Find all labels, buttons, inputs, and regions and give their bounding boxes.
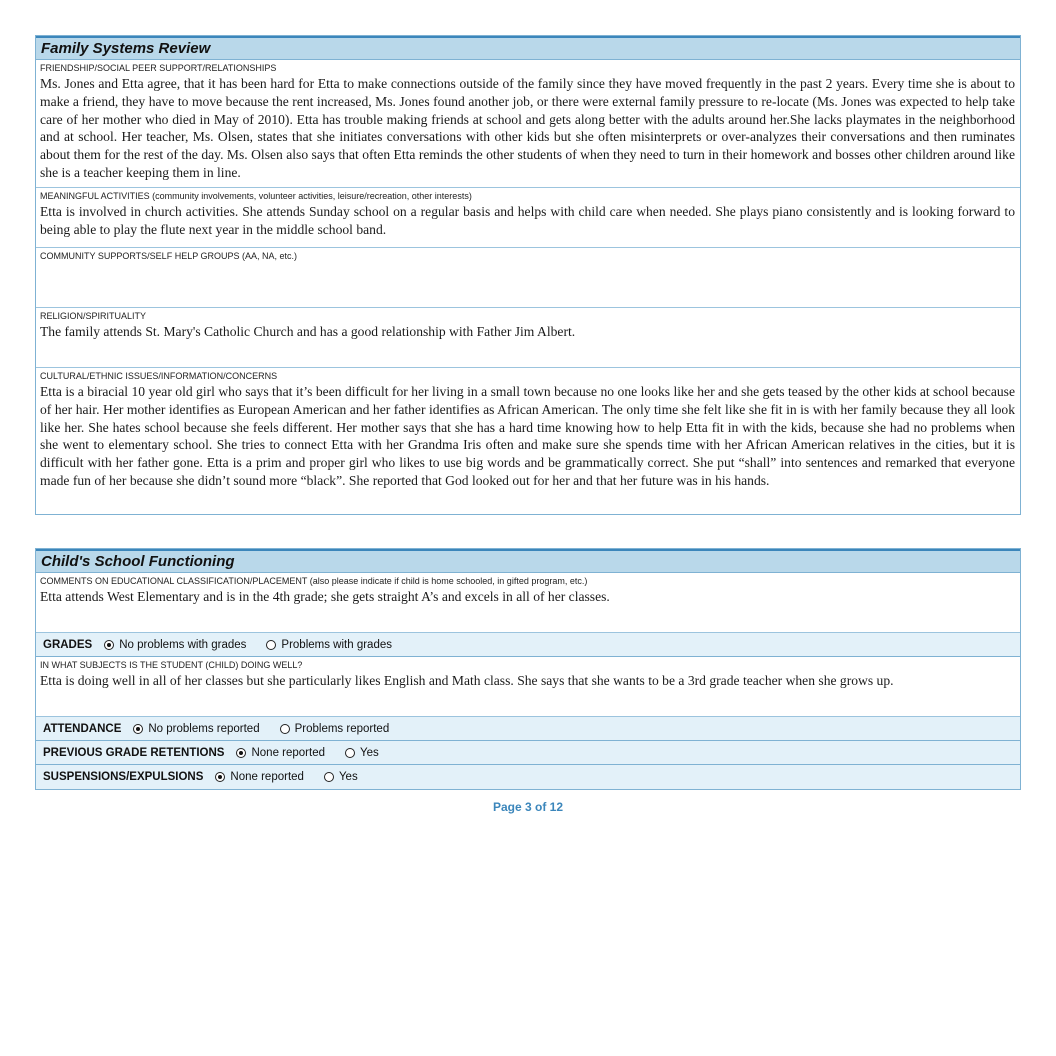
option-label: None reported bbox=[230, 771, 304, 783]
retentions-row bbox=[36, 741, 1020, 765]
retentions-label: PREVIOUS GRADE RETENTIONS bbox=[43, 746, 225, 759]
grades-option-no-problems[interactable] bbox=[104, 639, 246, 651]
religion-field[interactable] bbox=[36, 308, 1020, 368]
attendance-option-no-problems[interactable] bbox=[133, 723, 259, 735]
page-number: Page 3 of 12 bbox=[492, 800, 564, 814]
option-label: No problems reported bbox=[148, 722, 260, 735]
school-functioning-section bbox=[35, 548, 1021, 790]
community-field[interactable] bbox=[36, 248, 1020, 308]
attendance-label: ATTENDANCE bbox=[43, 722, 122, 735]
section-title: Child's School Functioning bbox=[36, 549, 1020, 573]
option-label: No problems with grades bbox=[119, 638, 247, 651]
placement-text[interactable]: Etta attends West Elementary and is in the 4th grade; she gets straight A’s and excels in all of her classes. bbox=[40, 589, 610, 604]
subjects-text[interactable]: Etta is doing well in all of her classes but she particularly likes English and Math class. She says that she wants to be a 3rd grade teacher when she grows up. bbox=[40, 673, 894, 688]
radio-unselected-icon[interactable] bbox=[266, 640, 276, 650]
radio-selected-icon[interactable] bbox=[133, 724, 143, 734]
family-systems-section bbox=[35, 35, 1021, 515]
suspensions-option-yes[interactable] bbox=[324, 771, 358, 783]
field-label: COMMENTS ON EDUCATIONAL CLASSIFICATION/PLACEMENT (also please indicate if child is home schooled, in gifted program, etc.) bbox=[40, 576, 588, 586]
cultural-field[interactable] bbox=[36, 368, 1020, 514]
activities-field[interactable] bbox=[36, 188, 1020, 248]
placement-field[interactable] bbox=[36, 573, 1020, 633]
subjects-field[interactable] bbox=[36, 657, 1020, 717]
radio-unselected-icon[interactable] bbox=[280, 724, 290, 734]
friendship-text[interactable]: Ms. Jones and Etta agree, that it has been hard for Etta to make connections outside of the family since they have moved frequently in the past 2 years. Every time she is about to make a friend, they have to move because the rent increased, Ms. Jones found another job, or there were external family pressure to re-locate (Ms. Jones was expected to help take care of her mother who died in May of 2010). Etta has trouble making friends at school and gets along better with the adults around her.She lacks playmates in the neighborhood and at school. Her teacher, Ms. Olsen, states that she initiates conversations with other kids but she often misinterprets or over-analyzes their conversations and then ruminates about them for the rest of the day. Ms. Olsen also says that often Etta reminds the other students of when they need to turn in their homework and bosses other children around like she is a teacher keeping them in line. bbox=[40, 76, 1015, 180]
grades-label: GRADES bbox=[43, 638, 93, 651]
religion-text[interactable]: The family attends St. Mary's Catholic Church and has a good relationship with Father Jim Albert. bbox=[40, 324, 576, 339]
option-label: Problems with grades bbox=[281, 638, 392, 651]
attendance-option-problems[interactable] bbox=[280, 723, 390, 735]
attendance-row bbox=[36, 717, 1020, 741]
field-label: MEANINGFUL ACTIVITIES (community involvements, volunteer activities, leisure/recreation, other interests) bbox=[40, 191, 472, 201]
suspensions-row bbox=[36, 765, 1020, 789]
option-label: Yes bbox=[360, 746, 379, 759]
grades-option-problems[interactable] bbox=[266, 639, 392, 651]
suspensions-option-none[interactable] bbox=[215, 771, 304, 783]
grades-row bbox=[36, 633, 1020, 657]
radio-selected-icon[interactable] bbox=[236, 748, 246, 758]
option-label: Problems reported bbox=[294, 722, 390, 735]
suspensions-label: SUSPENSIONS/EXPULSIONS bbox=[43, 771, 204, 783]
activities-text[interactable]: Etta is involved in church activities. She attends Sunday school on a regular basis and helps with child care when needed. She plays piano consistently and is looking forward to being able to play the flute next year in the middle school band. bbox=[40, 204, 1015, 237]
section-title: Family Systems Review bbox=[36, 36, 1020, 60]
field-label: CULTURAL/ETHNIC ISSUES/INFORMATION/CONCERNS bbox=[40, 371, 278, 381]
option-label: None reported bbox=[251, 746, 325, 759]
field-label: RELIGION/SPIRITUALITY bbox=[40, 311, 147, 321]
option-label: Yes bbox=[338, 771, 358, 783]
radio-unselected-icon[interactable] bbox=[345, 748, 355, 758]
field-label: COMMUNITY SUPPORTS/SELF HELP GROUPS (AA, NA, etc.) bbox=[40, 251, 298, 261]
field-label: FRIENDSHIP/SOCIAL PEER SUPPORT/RELATIONSHIPS bbox=[40, 63, 277, 73]
retentions-option-yes[interactable] bbox=[345, 747, 379, 759]
field-label: IN WHAT SUBJECTS IS THE STUDENT (CHILD) DOING WELL? bbox=[40, 660, 303, 670]
friendship-field[interactable] bbox=[36, 60, 1020, 188]
radio-selected-icon[interactable] bbox=[104, 640, 114, 650]
radio-unselected-icon[interactable] bbox=[324, 772, 334, 782]
radio-selected-icon[interactable] bbox=[215, 772, 225, 782]
retentions-option-none[interactable] bbox=[236, 747, 325, 759]
cultural-text[interactable]: Etta is a biracial 10 year old girl who says that it’s been difficult for her living in a small town because no one looks like her and she gets teased by the other kids at school because of her hair. Her mother identifies as European American and her father identifies as African American. The only time she felt like she fit in is with her family because they all look like her. She hates school because she feels different. Her mother says that she has a hard time knowing how to help Etta fit in with the kids, because she had no problems when she went to elementary school. She tries to connect Etta with her Grandma Iris often and make sure she spends time with her African American relatives in the cities, but it is difficult with her father gone. Etta is a prim and proper girl who likes to use big words and be grammatically correct. She put “shall” into sentences and remarked that everyone made fun of her because she didn’t sound more “black”. She reported that God looked out for her and that her future was in his hands. bbox=[40, 384, 1015, 488]
